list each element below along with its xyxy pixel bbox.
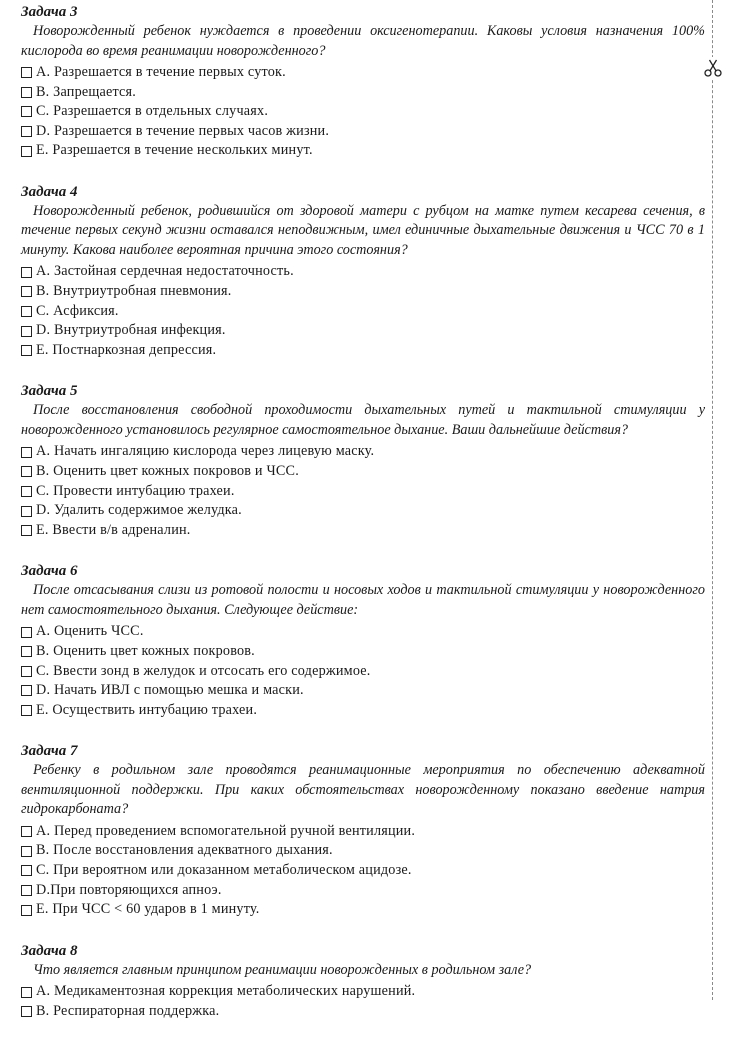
answer-option-d[interactable] bbox=[21, 321, 705, 341]
answer-checkbox[interactable] bbox=[21, 1006, 32, 1017]
answer-checkbox[interactable] bbox=[21, 987, 32, 998]
task-question: Что является главным принципом реанимации новорожденных в родильном зале? bbox=[33, 961, 532, 978]
answer-checkbox[interactable] bbox=[21, 826, 32, 837]
task-title: Задача 8 bbox=[21, 942, 78, 959]
answer-option-e[interactable] bbox=[21, 521, 705, 541]
answer-text: А. Медикаментозная коррекция метаболических нарушений. bbox=[36, 983, 416, 1000]
answer-checkbox[interactable] bbox=[21, 126, 32, 137]
answer-options bbox=[21, 63, 705, 161]
answer-option-b[interactable] bbox=[21, 1002, 705, 1022]
answer-option-b[interactable] bbox=[21, 282, 705, 302]
answer-text: С. При вероятном или доказанном метаболическом ацидозе. bbox=[36, 862, 412, 879]
answer-option-c[interactable] bbox=[21, 662, 705, 682]
answer-option-a[interactable] bbox=[21, 442, 705, 462]
task-question: Новорожденный ребенок, родившийся от здоровой матери с рубцом на матке путем кесарева сечения, в течение первых секунд жизни оставался неподвижным, имел единичные дыхательные движения и ЧСС 70 в 1 минуту. Какова наиболее вероятная причина этого состояния? bbox=[21, 202, 705, 258]
answer-option-d[interactable] bbox=[21, 681, 705, 701]
answer-checkbox[interactable] bbox=[21, 885, 32, 896]
task-8 bbox=[21, 941, 705, 1022]
answer-checkbox[interactable] bbox=[21, 106, 32, 117]
answer-text: В. Оценить цвет кожных покровов и ЧСС. bbox=[36, 463, 299, 480]
answer-text: А. Застойная сердечная недостаточность. bbox=[36, 263, 294, 280]
answer-checkbox[interactable] bbox=[21, 646, 32, 657]
answer-checkbox[interactable] bbox=[21, 447, 32, 458]
answer-option-e[interactable] bbox=[21, 701, 705, 721]
answer-checkbox[interactable] bbox=[21, 846, 32, 857]
answer-text: А. Разрешается в течение первых суток. bbox=[36, 64, 286, 80]
task-title: Задача 5 bbox=[21, 383, 78, 400]
answer-text: D. Удалить содержимое желудка. bbox=[36, 502, 242, 519]
answer-checkbox[interactable] bbox=[21, 345, 32, 356]
task-title: Задача 4 bbox=[21, 183, 78, 200]
answer-options bbox=[21, 982, 705, 1021]
task-4 bbox=[21, 182, 705, 360]
answer-option-b[interactable] bbox=[21, 841, 705, 861]
answer-checkbox[interactable] bbox=[21, 705, 32, 716]
answer-option-a[interactable] bbox=[21, 622, 705, 642]
answer-text: В. Респираторная поддержка. bbox=[36, 1002, 220, 1019]
task-6 bbox=[21, 561, 705, 720]
answer-checkbox[interactable] bbox=[21, 486, 32, 497]
cut-line bbox=[712, 0, 713, 1000]
answer-option-d[interactable] bbox=[21, 122, 705, 142]
task-5 bbox=[21, 381, 705, 540]
answer-text: Е. Разрешается в течение нескольких минут. bbox=[36, 142, 313, 159]
answer-checkbox[interactable] bbox=[21, 326, 32, 337]
answer-option-c[interactable] bbox=[21, 861, 705, 881]
task-3 bbox=[21, 2, 705, 161]
answer-text: В. После восстановления адекватного дыхания. bbox=[36, 842, 333, 859]
task-question: После отсасывания слизи из ротовой полости и носовых ходов и тактильной стимуляции у новорожденного нет самостоятельного дыхания. Следующее действие: bbox=[21, 582, 705, 618]
answer-text: Е. Постнаркозная депрессия. bbox=[36, 341, 217, 358]
answer-text: D. Внутриутробная инфекция. bbox=[36, 322, 226, 339]
task-question: После восстановления свободной проходимости дыхательных путей и тактильной стимуляции у новорожденного установилось регулярное самостоятельное дыхание. Ваши дальнейшие действия? bbox=[21, 402, 705, 438]
answer-checkbox[interactable] bbox=[21, 67, 32, 78]
answer-option-e[interactable] bbox=[21, 141, 705, 161]
answer-checkbox[interactable] bbox=[21, 146, 32, 157]
answer-option-e[interactable] bbox=[21, 900, 705, 920]
answer-checkbox[interactable] bbox=[21, 685, 32, 696]
tasks-column bbox=[21, 2, 705, 1043]
answer-options bbox=[21, 262, 705, 360]
answer-text: Е. При ЧСС < 60 ударов в 1 минуту. bbox=[36, 901, 260, 918]
answer-text: С. Ввести зонд в желудок и отсосать его содержимое. bbox=[36, 662, 371, 679]
answer-checkbox[interactable] bbox=[21, 506, 32, 517]
answer-checkbox[interactable] bbox=[21, 306, 32, 317]
answer-option-a[interactable] bbox=[21, 822, 705, 842]
answer-option-e[interactable] bbox=[21, 341, 705, 361]
answer-text: С. Асфиксия. bbox=[36, 302, 119, 319]
answer-text: С. Провести интубацию трахеи. bbox=[36, 482, 235, 499]
answer-text: D. Начать ИВЛ с помощью мешка и маски. bbox=[36, 682, 304, 699]
answer-text: D.При повторяющихся апноэ. bbox=[36, 881, 222, 898]
answer-option-c[interactable] bbox=[21, 102, 705, 122]
task-title: Задача 3 bbox=[21, 4, 78, 20]
scissors-icon bbox=[702, 57, 724, 79]
answer-option-c[interactable] bbox=[21, 302, 705, 322]
answer-text: В. Оценить цвет кожных покровов. bbox=[36, 643, 255, 659]
task-question: Новорожденный ребенок нуждается в проведении оксигенотерапии. Каковы условия назначения 100% кислорода во время реанимации новорожденного? bbox=[21, 23, 705, 59]
answer-option-d[interactable] bbox=[21, 501, 705, 521]
task-title: Задача 6 bbox=[21, 563, 78, 580]
answer-text: В. Внутриутробная пневмония. bbox=[36, 283, 232, 300]
answer-checkbox[interactable] bbox=[21, 865, 32, 876]
answer-text: С. Разрешается в отдельных случаях. bbox=[36, 103, 269, 120]
task-question: Ребенку в родильном зале проводятся реанимационные мероприятия по обеспечению адекватной вентиляционной поддержки. При каких обстоятельствах новорожденному показано введение натрия гидрокарбоната? bbox=[21, 762, 705, 818]
answer-option-d[interactable] bbox=[21, 881, 705, 901]
answer-option-a[interactable] bbox=[21, 982, 705, 1002]
answer-option-a[interactable] bbox=[21, 262, 705, 282]
answer-text: А. Начать ингаляцию кислорода через лицевую маску. bbox=[36, 443, 375, 460]
answer-checkbox[interactable] bbox=[21, 267, 32, 278]
answer-text: Е. Ввести в/в адреналин. bbox=[36, 521, 191, 538]
task-7 bbox=[21, 741, 705, 919]
answer-options bbox=[21, 442, 705, 540]
task-title: Задача 7 bbox=[21, 743, 78, 760]
answer-text: Е. Осуществить интубацию трахеи. bbox=[36, 701, 258, 718]
answer-checkbox[interactable] bbox=[21, 286, 32, 297]
answer-options bbox=[21, 822, 705, 920]
answer-options bbox=[21, 622, 705, 720]
answer-option-b[interactable] bbox=[21, 642, 705, 662]
answer-option-a[interactable] bbox=[21, 63, 705, 83]
answer-text: А. Перед проведением вспомогательной ручной вентиляции. bbox=[36, 822, 416, 839]
answer-option-c[interactable] bbox=[21, 482, 705, 502]
answer-text: В. Запрещается. bbox=[36, 83, 137, 100]
answer-checkbox[interactable] bbox=[21, 466, 32, 477]
answer-option-b[interactable] bbox=[21, 462, 705, 482]
answer-checkbox[interactable] bbox=[21, 525, 32, 536]
answer-checkbox[interactable] bbox=[21, 666, 32, 677]
answer-option-b[interactable] bbox=[21, 83, 705, 103]
answer-checkbox[interactable] bbox=[21, 87, 32, 98]
answer-checkbox[interactable] bbox=[21, 627, 32, 638]
answer-text: D. Разрешается в течение первых часов жизни. bbox=[36, 122, 330, 139]
answer-text: А. Оценить ЧСС. bbox=[36, 623, 144, 640]
answer-checkbox[interactable] bbox=[21, 905, 32, 916]
